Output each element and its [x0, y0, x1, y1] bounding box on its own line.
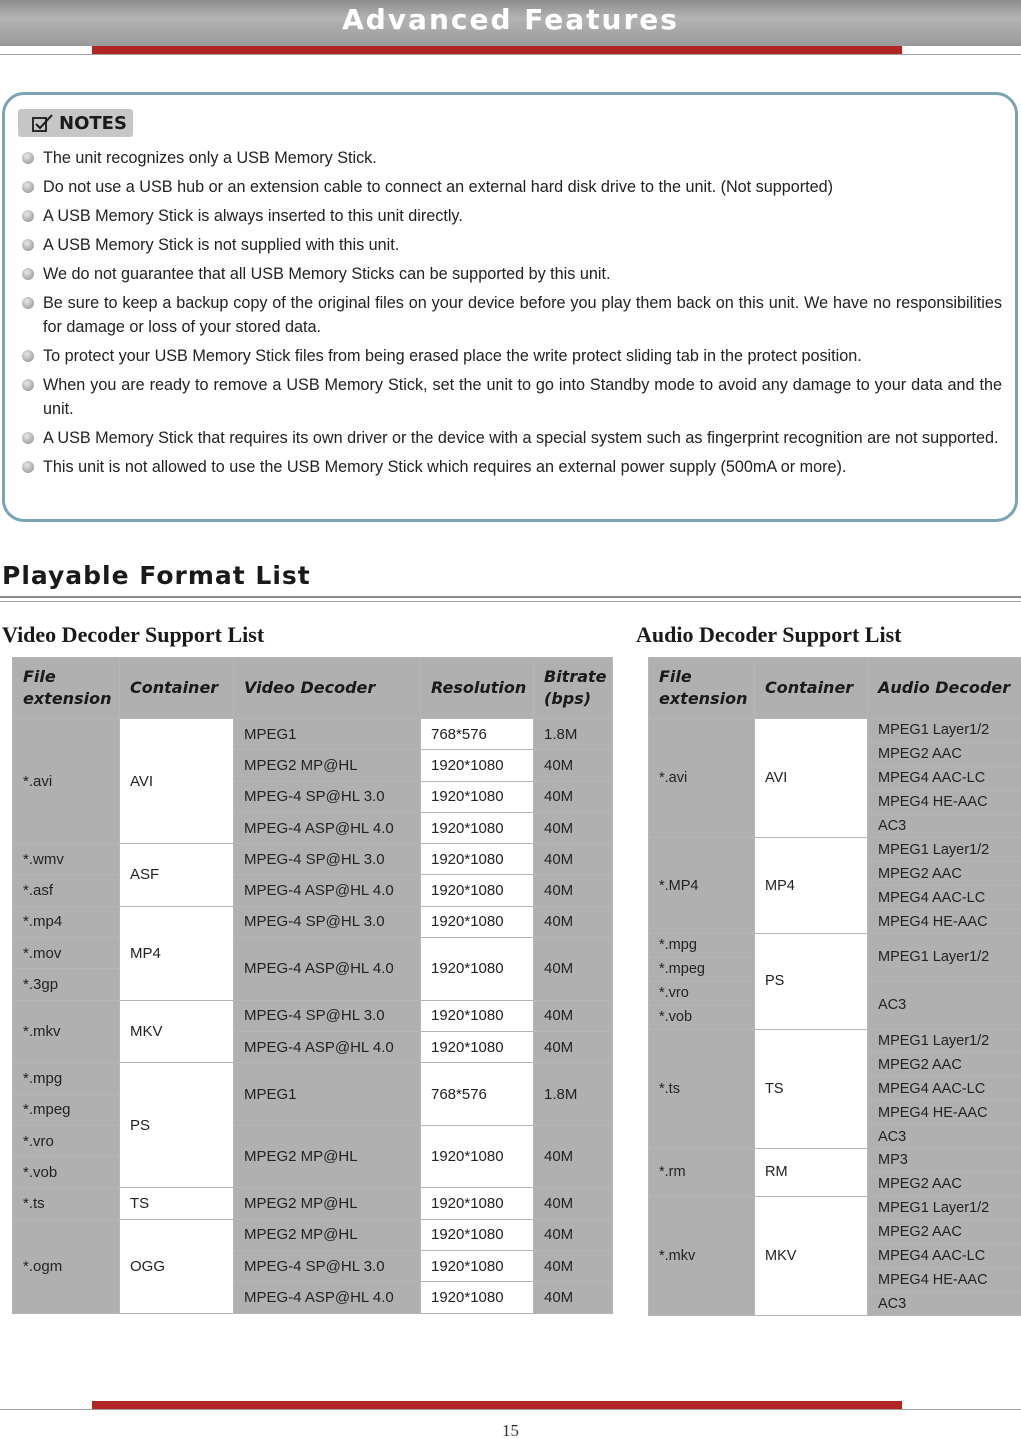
file-extension: *.vro [649, 981, 755, 1005]
container: MKV [755, 1196, 868, 1315]
audio-decoder: MPEG1 Layer1/2 [868, 934, 1021, 982]
checkbox-icon [32, 114, 54, 132]
audio-decoder: MPEG1 Layer1/2 [868, 719, 1021, 743]
container: AVI [755, 719, 868, 838]
video-decoder: MPEG-4 SP@HL 3.0 [234, 906, 421, 937]
notes-badge-label: NOTES [59, 112, 127, 134]
bullet-icon [22, 461, 34, 473]
audio-decoder: MPEG2 AAC [868, 742, 1021, 766]
table-row [13, 719, 613, 750]
bitrate: 40M [534, 781, 613, 812]
note-item: Do not use a USB hub or an extension cable to connect an external hard disk drive to the unit. (Not supported) [22, 175, 1002, 199]
table-row [649, 1196, 1021, 1220]
audio-list-title: Audio Decoder Support List [636, 622, 902, 647]
column-header: File extension [649, 658, 755, 719]
resolution: 1920*1080 [421, 750, 534, 781]
table-row [13, 906, 613, 937]
resolution: 1920*1080 [421, 1219, 534, 1250]
video-decoder: MPEG-4 ASP@HL 4.0 [234, 1031, 421, 1062]
file-extension: *.rm [649, 1149, 755, 1197]
note-item: A USB Memory Stick is always inserted to this unit directly. [22, 204, 1002, 228]
top-accent-bar [92, 46, 902, 54]
container: TS [755, 1029, 868, 1148]
table-row [649, 838, 1021, 862]
table-row [649, 1029, 1021, 1053]
bullet-icon [22, 210, 34, 222]
bullet-icon [22, 181, 34, 193]
bullet-icon [22, 432, 34, 444]
table-row [13, 844, 613, 875]
video-decoder: MPEG-4 SP@HL 3.0 [234, 844, 421, 875]
file-extension: *.ts [649, 1029, 755, 1148]
resolution: 1920*1080 [421, 938, 534, 1001]
bitrate: 40M [534, 938, 613, 1001]
column-header: Container [120, 658, 234, 719]
container: MP4 [755, 838, 868, 934]
audio-decoder: AC3 [868, 1125, 1021, 1149]
bitrate: 40M [534, 1251, 613, 1282]
audio-decoder: AC3 [868, 1292, 1021, 1316]
file-extension: *.mpeg [649, 957, 755, 981]
container: TS [120, 1188, 234, 1219]
audio-decoder: MP3 [868, 1149, 1021, 1173]
audio-decoder: MPEG1 Layer1/2 [868, 838, 1021, 862]
file-extension: *.mp4 [13, 906, 120, 937]
audio-decoder: MPEG4 AAC-LC [868, 1244, 1021, 1268]
file-extension: *.ogm [13, 1219, 120, 1313]
container: AVI [120, 719, 234, 844]
bottom-accent-bar [92, 1401, 902, 1409]
resolution: 1920*1080 [421, 1000, 534, 1031]
file-extension: *.3gp [13, 969, 120, 1000]
notes-list [22, 146, 1002, 484]
bitrate: 1.8M [534, 719, 613, 750]
table-row [649, 719, 1021, 743]
audio-decoder: AC3 [868, 814, 1021, 838]
column-header: Resolution [421, 658, 534, 719]
file-extension: *.avi [13, 719, 120, 844]
resolution: 1920*1080 [421, 1282, 534, 1313]
container: OGG [120, 1219, 234, 1313]
note-item: The unit recognizes only a USB Memory Stick. [22, 146, 1002, 170]
file-extension: *.vob [13, 1157, 120, 1188]
audio-decoder: MPEG4 AAC-LC [868, 886, 1021, 910]
note-item: A USB Memory Stick that requires its own driver or the device with a special system such as fingerprint recognition are not supported. [22, 426, 1002, 450]
file-extension: *.mov [13, 938, 120, 969]
resolution: 1920*1080 [421, 781, 534, 812]
bitrate: 40M [534, 906, 613, 937]
audio-decoder: MPEG2 AAC [868, 1220, 1021, 1244]
column-header: Container [755, 658, 868, 719]
table-row [13, 1063, 613, 1094]
video-decoder: MPEG-4 ASP@HL 4.0 [234, 938, 421, 1001]
note-item: Be sure to keep a backup copy of the original files on your device before you play them back on this unit. We have no responsibilities for damage or loss of your stored data. [22, 291, 1002, 339]
video-decoder: MPEG-4 ASP@HL 4.0 [234, 875, 421, 906]
note-item: When you are ready to remove a USB Memory Stick, set the unit to go into Standby mode to avoid any damage to your data and the unit. [22, 373, 1002, 421]
note-item: A USB Memory Stick is not supplied with this unit. [22, 233, 1002, 257]
video-decoder: MPEG-4 SP@HL 3.0 [234, 781, 421, 812]
video-decoder: MPEG-4 ASP@HL 4.0 [234, 1282, 421, 1313]
audio-decoder: MPEG4 HE-AAC [868, 1268, 1021, 1292]
audio-decoder: MPEG2 AAC [868, 1053, 1021, 1077]
video-decoder: MPEG1 [234, 1063, 421, 1126]
file-extension: *.MP4 [649, 838, 755, 934]
column-header: File extension [13, 658, 120, 719]
file-extension: *.mpg [649, 934, 755, 958]
bitrate: 40M [534, 1188, 613, 1219]
bitrate: 1.8M [534, 1063, 613, 1126]
video-decoder: MPEG1 [234, 719, 421, 750]
bullet-icon [22, 379, 34, 391]
audio-decoder: MPEG4 AAC-LC [868, 766, 1021, 790]
audio-decoder: MPEG1 Layer1/2 [868, 1196, 1021, 1220]
bullet-icon [22, 268, 34, 280]
table-row [13, 1219, 613, 1250]
column-header: Bitrate (bps) [534, 658, 613, 719]
table-row [13, 938, 613, 969]
bitrate: 40M [534, 1125, 613, 1188]
file-extension: *.mkv [13, 1000, 120, 1063]
table-row [13, 1188, 613, 1219]
container: MKV [120, 1000, 234, 1063]
video-decoder: MPEG-4 ASP@HL 4.0 [234, 812, 421, 843]
video-decoder: MPEG2 MP@HL [234, 1219, 421, 1250]
page-number: 15 [502, 1421, 519, 1439]
section-title: Playable Format List [2, 561, 311, 590]
file-extension: *.asf [13, 875, 120, 906]
resolution: 1920*1080 [421, 1188, 534, 1219]
video-decoder-table [12, 657, 613, 1314]
audio-decoder: MPEG4 AAC-LC [868, 1077, 1021, 1101]
container: RM [755, 1149, 868, 1197]
bitrate: 40M [534, 1031, 613, 1062]
note-item: To protect your USB Memory Stick files from being erased place the write protect sliding tab in the protect position. [22, 344, 1002, 368]
file-extension: *.ts [13, 1188, 120, 1219]
file-extension: *.mkv [649, 1196, 755, 1315]
note-item: This unit is not allowed to use the USB Memory Stick which requires an external power supply (500mA or more). [22, 455, 1002, 479]
video-list-title: Video Decoder Support List [2, 622, 265, 647]
table-row [13, 1125, 613, 1156]
bullet-icon [22, 297, 34, 309]
section-divider [0, 596, 1021, 598]
container: PS [120, 1063, 234, 1188]
table-row [649, 934, 1021, 958]
audio-decoder-table [648, 657, 1021, 1316]
resolution: 1920*1080 [421, 1125, 534, 1188]
bullet-icon [22, 239, 34, 251]
audio-decoder: MPEG4 HE-AAC [868, 910, 1021, 934]
audio-decoder: MPEG4 HE-AAC [868, 790, 1021, 814]
resolution: 1920*1080 [421, 875, 534, 906]
resolution: 1920*1080 [421, 906, 534, 937]
resolution: 768*576 [421, 1063, 534, 1126]
column-header: Audio Decoder [868, 658, 1021, 719]
notes-badge [18, 109, 133, 137]
audio-decoder: MPEG2 AAC [868, 862, 1021, 886]
bitrate: 40M [534, 1282, 613, 1313]
file-extension: *.wmv [13, 844, 120, 875]
divider [0, 54, 1021, 55]
bullet-icon [22, 152, 34, 164]
section-divider [0, 601, 1021, 602]
resolution: 1920*1080 [421, 844, 534, 875]
note-item: We do not guarantee that all USB Memory Sticks can be supported by this unit. [22, 262, 1002, 286]
file-extension: *.mpg [13, 1063, 120, 1094]
header-banner [0, 0, 1021, 46]
file-extension: *.mpeg [13, 1094, 120, 1125]
container: PS [755, 934, 868, 1030]
bitrate: 40M [534, 750, 613, 781]
resolution: 768*576 [421, 719, 534, 750]
container: ASF [120, 844, 234, 907]
file-extension: *.vro [13, 1125, 120, 1156]
bitrate: 40M [534, 1219, 613, 1250]
video-decoder: MPEG2 MP@HL [234, 1188, 421, 1219]
audio-decoder: MPEG4 HE-AAC [868, 1101, 1021, 1125]
video-decoder: MPEG2 MP@HL [234, 1125, 421, 1188]
bitrate: 40M [534, 1000, 613, 1031]
audio-decoder: MPEG1 Layer1/2 [868, 1029, 1021, 1053]
video-decoder: MPEG-4 SP@HL 3.0 [234, 1000, 421, 1031]
file-extension: *.avi [649, 719, 755, 838]
table-row [13, 875, 613, 906]
page-title: Advanced Features [342, 3, 679, 36]
video-decoder: MPEG-4 SP@HL 3.0 [234, 1251, 421, 1282]
resolution: 1920*1080 [421, 1031, 534, 1062]
divider [0, 1409, 1021, 1410]
container: MP4 [120, 906, 234, 1000]
resolution: 1920*1080 [421, 1251, 534, 1282]
audio-decoder: AC3 [868, 981, 1021, 1029]
bitrate: 40M [534, 844, 613, 875]
bitrate: 40M [534, 812, 613, 843]
table-header-row [649, 658, 1021, 719]
table-header-row [13, 658, 613, 719]
bitrate: 40M [534, 875, 613, 906]
column-header: Video Decoder [234, 658, 421, 719]
video-decoder: MPEG2 MP@HL [234, 750, 421, 781]
bullet-icon [22, 350, 34, 362]
resolution: 1920*1080 [421, 812, 534, 843]
audio-decoder: MPEG2 AAC [868, 1172, 1021, 1196]
table-row [649, 1149, 1021, 1173]
file-extension: *.vob [649, 1005, 755, 1029]
table-row [13, 1000, 613, 1031]
